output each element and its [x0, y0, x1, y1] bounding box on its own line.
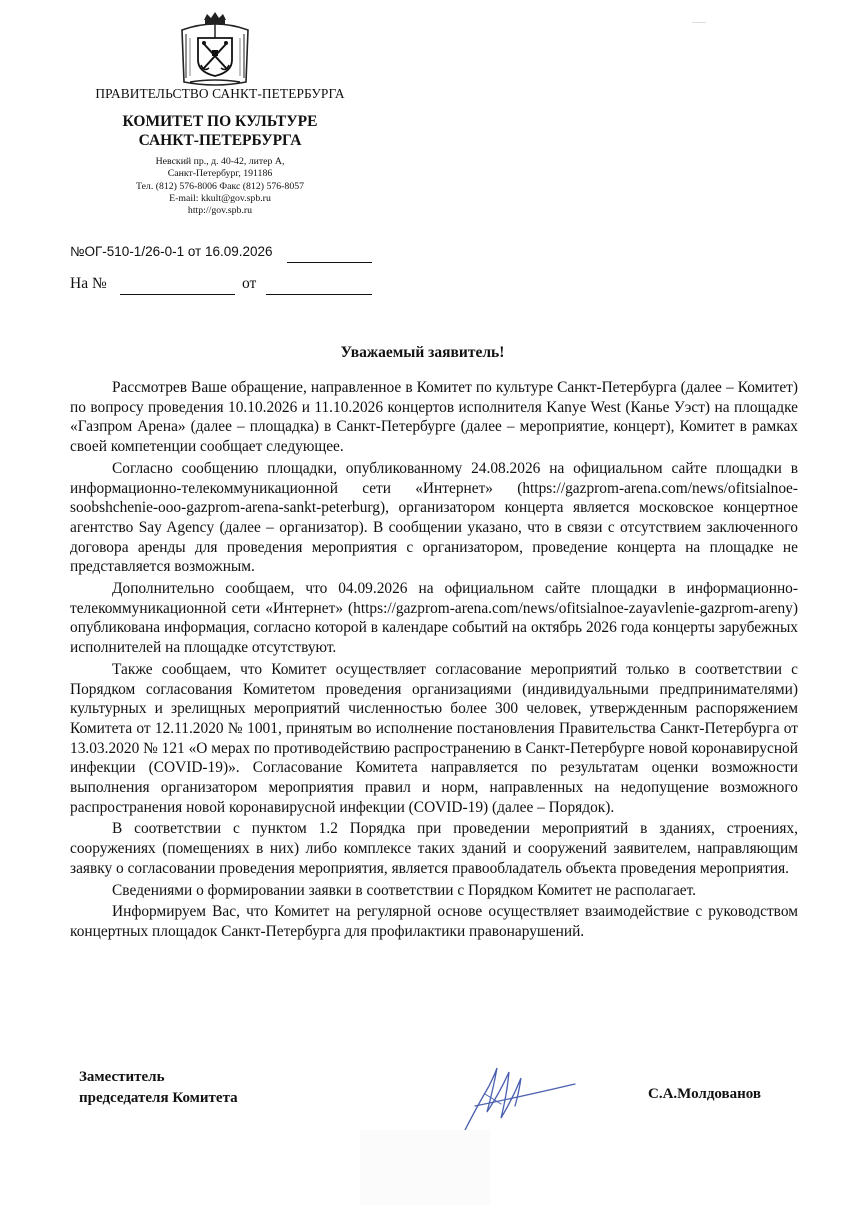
- incoming-date-blank: [266, 294, 372, 295]
- signatory-title-line1: Заместитель: [79, 1069, 165, 1085]
- incoming-number-label: На №: [70, 275, 107, 292]
- committee-name: [80, 112, 360, 150]
- speck: [692, 22, 706, 23]
- address-website: http://gov.spb.ru: [187, 205, 253, 217]
- letter-greeting: Уважаемый заявитель!: [340, 344, 505, 361]
- outgoing-reference-number: №ОГ-510-1/26-0-1 от 16.09.2026: [70, 244, 273, 259]
- coat-of-arms-icon: [176, 10, 254, 88]
- committee-name-line2: САНКТ-ПЕТЕРБУРГА: [138, 132, 302, 149]
- paragraph-approval-procedure: Также сообщаем, что Комитет осуществляет согласование мероприятий только в соответствии с Порядком согласования Комитетом проведения организациями (индивидуальными предпринимателями) культурных и зрелищных мероприятий численностью более 300 человек, утвержденным распоряжением Комитета от 12.11.2020 № 1001, принятым во исполнение постановления Правительства Санкт-Петербурга от 13.03.2020 № 121 «О мерах по противодействию распространению в Санкт-Петербурге новой коронавирусной инфекции (COVID-19)». Согласование Комитета направляется по результатам оценки возможности выполнения организатором мероприятия правил и норм, направленных на недопущение возможного распространения новой коронавирусной инфекции (COVID-19) (далее – Порядок).: [70, 660, 798, 816]
- signatory-title-line2: председателя Комитета: [79, 1090, 238, 1106]
- handwritten-signature-icon: [455, 1060, 585, 1140]
- paragraph-clause-1-2: В соответствии с пунктом 1.2 Порядка при проведении мероприятий в зданиях, строениях, сооружениях (помещениях в них) либо комплексе таких зданий и сооружений заявителем, направляющим заявку о согласовании проведения мероприятия, является правообладатель объекта проведения мероприятия.: [70, 820, 798, 877]
- scan-artifact: [360, 1130, 490, 1205]
- signatory-title: [79, 1067, 238, 1109]
- committee-name-line1: КОМИТЕТ ПО КУЛЬТУРЕ: [122, 113, 318, 130]
- address-street: Невский пр., д. 40-42, литер А,: [155, 156, 285, 167]
- paragraph-additional-info: Дополнительно сообщаем, что 04.09.2026 на официальном сайте площадки в информационно-телекоммуникационной сети «Интернет» (https://gazprom-arena.com/news/ofitsialnoe-zayavlenie-gazprom-areny) опубликована информация, согласно которой в календаре событий на октябрь 2026 года концерты зарубежных исполнителей на площадке отсутствуют.: [70, 580, 798, 657]
- paragraph-request: Рассмотрев Ваше обращение, направленное в Комитет по культуре Санкт-Петербурга (далее – Комитет) по вопросу проведения 10.10.2026 и 11.10.2026 концертов исполнителя Kanye West (Канье Уэст) на площадке «Газпром Арена» (далее – площадка) в Санкт-Петербурге (далее – мероприятие, концерт), Комитет в рамках своей компетенции сообщает следующее.: [70, 379, 798, 456]
- committee-address: [80, 156, 360, 217]
- incoming-number-blank: [120, 294, 235, 295]
- address-phone-fax: Тел. (812) 576-8006 Факс (812) 576-8057: [135, 180, 305, 192]
- paragraph-venue-statement: Согласно сообщению площадки, опубликованному 24.08.2026 на официальном сайте площадки в информационно-телекоммуникационной сети «Интернет» (https://gazprom-arena.com/news/ofitsialnoe-soobshchenie-ooo-gazprom-arena-sankt-peterburg), организатором концерта является московское концертное агентство Say Agency (далее – организатор). В сообщении указано, что в связи с отсутствием заключенного договора аренды для проведения мероприятия с организатором, проведение концерта на площадке не представляется возможным.: [70, 459, 798, 576]
- reference-underline: [287, 262, 372, 263]
- letter-body: [70, 378, 798, 944]
- signatory-name: С.А.Молдованов: [648, 1086, 762, 1102]
- paragraph-no-application: Сведениями о формировании заявки в соответствии с Порядком Комитет не располагает.: [112, 881, 697, 899]
- government-title: ПРАВИТЕЛЬСТВО САНКТ-ПЕТЕРБУРГА: [95, 86, 345, 101]
- incoming-date-label: от: [242, 275, 257, 292]
- address-city: Санкт-Петербург, 191186: [167, 168, 273, 180]
- paragraph-cooperation: Информируем Вас, что Комитет на регулярной основе осуществляет взаимодействие с руководством концертных площадок Санкт-Петербурга для профилактики правонарушений.: [70, 903, 798, 940]
- address-email: E-mail: kkult@gov.spb.ru: [169, 192, 271, 204]
